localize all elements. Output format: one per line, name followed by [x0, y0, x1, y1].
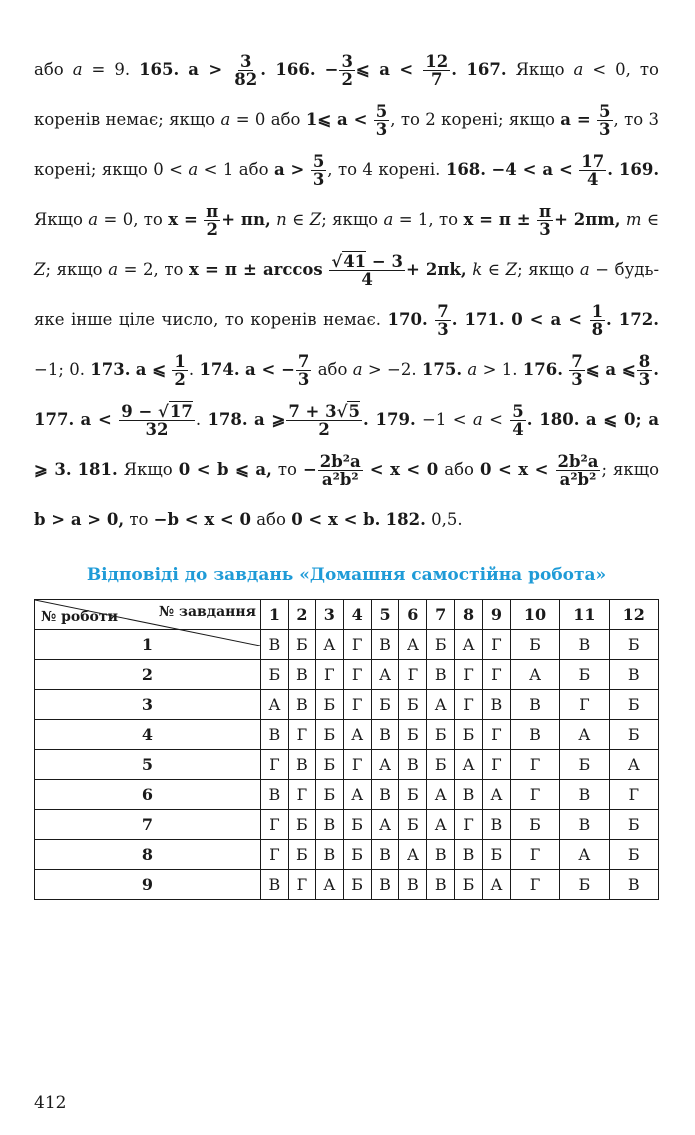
text: або: [34, 60, 64, 79]
answer-cell: Г: [482, 630, 510, 660]
answer-cell: Г: [343, 630, 371, 660]
answer-cell: Б: [609, 690, 658, 720]
answer-cell: Г: [510, 840, 559, 870]
answer-cell: В: [510, 690, 559, 720]
problem-number: 175.: [421, 360, 463, 379]
table-row: [35, 660, 659, 690]
problem-number: . 180.: [526, 410, 580, 429]
text: Z: [505, 260, 518, 279]
answer-cell: А: [482, 780, 510, 810]
answer-cell: В: [261, 780, 289, 810]
answer-cell: В: [427, 660, 455, 690]
formula: 0 < x <: [479, 460, 549, 479]
text: , то 4 корені.: [327, 160, 441, 179]
answer-cell: Г: [455, 660, 483, 690]
answer-cell: Б: [288, 840, 315, 870]
formula: x =: [168, 210, 198, 229]
problem-number: . 166.: [260, 60, 316, 79]
formula: a >: [188, 60, 223, 79]
text: − будь-яке інше ціле: [34, 260, 660, 329]
formula: a <: [80, 410, 112, 429]
corner-header-cell: [35, 600, 261, 630]
answer-cell: В: [560, 630, 609, 660]
text: немає; якщо: [105, 110, 216, 129]
formula: + πn,: [221, 210, 271, 229]
text: ∈: [292, 210, 305, 229]
answer-cell: Б: [371, 690, 399, 720]
fraction: $\frac{7}{3}$: [437, 301, 449, 339]
answer-cell: Б: [455, 870, 483, 900]
text: a: [573, 60, 584, 79]
fraction: $\frac{5}{3}$: [375, 101, 388, 139]
text: < 1 або: [203, 160, 269, 179]
text: a: [88, 210, 99, 229]
text: 0,5.: [431, 510, 463, 529]
answer-cell: А: [343, 780, 371, 810]
text: a: [352, 360, 363, 379]
answer-cell: В: [288, 660, 315, 690]
fraction: $\frac{7}{3}$: [571, 351, 583, 389]
text: > 1.: [482, 360, 518, 379]
work-number-label: № роботи: [41, 609, 118, 625]
answer-cell: А: [510, 660, 559, 690]
column-header: 9: [482, 600, 510, 630]
answer-cell: Г: [455, 810, 483, 840]
answer-cell: В: [609, 660, 658, 690]
answer-cell: В: [371, 870, 399, 900]
formula: + 2πm,: [554, 210, 621, 229]
answer-cell: В: [427, 840, 455, 870]
text: .: [188, 360, 195, 379]
problem-number: . 177.: [34, 360, 659, 429]
text: , то 3 корені;: [34, 110, 660, 179]
answer-cell: Б: [288, 810, 315, 840]
fraction: $\frac{5}{4}$: [512, 401, 524, 439]
answer-cell: А: [427, 690, 455, 720]
answer-cell: Б: [609, 810, 658, 840]
answer-cell: Г: [343, 690, 371, 720]
row-label: 8: [35, 840, 261, 870]
table-row: [35, 750, 659, 780]
answer-cell: Б: [560, 660, 609, 690]
answer-cell: Б: [288, 630, 315, 660]
answer-cell: Б: [315, 720, 343, 750]
fraction: $\frac{7}{3}$: [297, 351, 310, 389]
text: то: [129, 510, 149, 529]
problem-number: 168.: [445, 160, 487, 179]
table-row: [35, 720, 659, 750]
answer-cell: А: [371, 810, 399, 840]
problem-number: 182.: [385, 510, 426, 529]
text: , то 2 корені; якщо: [390, 110, 555, 129]
fraction: $\frac{3}{2}$: [341, 51, 353, 89]
fraction: $\frac{3}{82}$: [234, 51, 258, 89]
text: = 1, то: [398, 210, 459, 229]
row-label: 5: [35, 750, 261, 780]
answer-cell: В: [510, 720, 559, 750]
formula: b > a > 0,: [34, 510, 125, 529]
answer-cell: Г: [510, 870, 559, 900]
answer-cell: В: [261, 720, 289, 750]
text: = 0, то: [103, 210, 163, 229]
column-header: 2: [288, 600, 315, 630]
fraction: $\frac{5}{3}$: [312, 151, 325, 189]
answer-cell: Б: [609, 840, 658, 870]
text: то: [277, 460, 297, 479]
text: якщо 0 <: [101, 160, 183, 179]
text: ; якщо: [601, 460, 660, 479]
formula: ⩽ a ⩽: [585, 360, 636, 379]
row-label: 6: [35, 780, 261, 810]
text: a: [108, 260, 119, 279]
column-header: 3: [315, 600, 343, 630]
answer-cell: Г: [343, 660, 371, 690]
answer-cell: А: [560, 720, 609, 750]
page-number: 412: [34, 1093, 67, 1113]
text: a: [383, 210, 394, 229]
problem-number: . 167.: [451, 60, 507, 79]
answer-cell: В: [371, 840, 399, 870]
problem-number: . 172.: [606, 310, 659, 329]
answer-cell: А: [343, 720, 371, 750]
column-header: 6: [399, 600, 427, 630]
answer-cell: А: [427, 780, 455, 810]
fraction: $\frac{\pi}{3}$: [538, 201, 552, 239]
column-header: 8: [455, 600, 483, 630]
formula: a =: [560, 110, 591, 129]
row-label: 9: [35, 870, 261, 900]
fraction: $\frac{17}{4}$: [581, 151, 605, 189]
row-label: 2: [35, 660, 261, 690]
answer-cell: Б: [399, 720, 427, 750]
answer-cell: А: [399, 840, 427, 870]
text: −1; 0.: [34, 360, 85, 379]
table-header-row: [35, 600, 659, 630]
text: ; якщо: [517, 260, 575, 279]
problem-number: . 179.: [362, 410, 416, 429]
answer-cell: А: [560, 840, 609, 870]
answer-cell: Б: [510, 630, 559, 660]
answer-cell: Б: [261, 660, 289, 690]
column-header: 7: [427, 600, 455, 630]
problem-number: 181.: [77, 460, 118, 479]
answer-cell: А: [455, 750, 483, 780]
problem-number: 178.: [207, 410, 248, 429]
answer-cell: Б: [343, 840, 371, 870]
column-header: 11: [560, 600, 609, 630]
formula: ⩽ a <: [355, 60, 414, 79]
answer-cell: А: [371, 750, 399, 780]
task-number-label: № завдання: [158, 604, 256, 620]
answer-cell: Г: [399, 660, 427, 690]
answer-cell: Г: [455, 690, 483, 720]
text: ; якщо: [45, 260, 103, 279]
answer-cell: Б: [560, 870, 609, 900]
answer-cell: Г: [288, 780, 315, 810]
answer-cell: Б: [399, 780, 427, 810]
fraction: $\frac{5}{3}$: [599, 101, 611, 139]
problem-number: 176.: [522, 360, 563, 379]
text: або: [317, 360, 348, 379]
answer-cell: В: [482, 810, 510, 840]
text: m: [625, 210, 642, 229]
answer-cell: В: [288, 690, 315, 720]
problem-number: 173.: [90, 360, 131, 379]
answer-cell: В: [609, 870, 658, 900]
page-content: [34, 45, 659, 900]
text: Z: [309, 210, 322, 229]
formula: 0 < a <: [511, 310, 583, 329]
text: a: [579, 260, 590, 279]
text: Якщо: [34, 210, 83, 229]
answer-cell: Б: [315, 750, 343, 780]
formula: a ⩾: [253, 410, 286, 429]
answer-cell: Г: [482, 720, 510, 750]
answer-cell: В: [482, 690, 510, 720]
answer-cell: В: [560, 780, 609, 810]
fraction: $\frac{9 - √17}{32}$: [121, 401, 193, 439]
answer-cell: Г: [609, 780, 658, 810]
formula: x = π ±: [463, 210, 531, 229]
section-heading: Відповіді до завдань «Домашня самостійна робота»: [86, 565, 607, 585]
answer-cell: А: [427, 810, 455, 840]
text: k: [472, 260, 483, 279]
answer-cell: В: [261, 870, 289, 900]
formula: < x < 0: [369, 460, 439, 479]
answer-cell: Б: [482, 840, 510, 870]
fraction: $\frac{√41 - 3}{4}$: [331, 251, 403, 289]
answer-cell: Б: [315, 780, 343, 810]
row-label: 3: [35, 690, 261, 720]
table-row: [35, 840, 659, 870]
formula: + 2πk,: [405, 260, 467, 279]
answer-cell: В: [399, 870, 427, 900]
column-header: 4: [343, 600, 371, 630]
problem-number: . 171.: [451, 310, 505, 329]
row-label: 1: [35, 630, 261, 660]
column-header: 5: [371, 600, 399, 630]
answer-cell: А: [455, 630, 483, 660]
text: < 0, то коренів: [34, 60, 659, 129]
answer-cell: Б: [560, 750, 609, 780]
text: a: [472, 410, 483, 429]
text: n: [276, 210, 287, 229]
answer-cell: Г: [482, 660, 510, 690]
answer-cell: А: [399, 630, 427, 660]
fraction: $\frac{1}{2}$: [174, 351, 186, 389]
answer-cell: Г: [315, 660, 343, 690]
text: ; якщо: [321, 210, 379, 229]
answer-cell: Б: [609, 630, 658, 660]
text: = 2, то: [123, 260, 184, 279]
answer-cell: В: [315, 840, 343, 870]
answer-cell: В: [261, 630, 289, 660]
text: a: [467, 360, 478, 379]
answer-cell: Б: [455, 720, 483, 750]
answer-cell: Б: [510, 810, 559, 840]
fraction: $\frac{7 + 3√5}{2}$: [288, 401, 360, 439]
answer-cell: А: [315, 630, 343, 660]
formula: 1⩽ a <: [305, 110, 368, 129]
fraction: $\frac{\text{2b²a}}{\text{a²b²}}$: [319, 451, 361, 489]
fraction: $\frac{\text{2b²a}}{\text{a²b²}}$: [557, 451, 599, 489]
answer-cell: Г: [482, 750, 510, 780]
answer-cell: А: [609, 750, 658, 780]
answer-cell: В: [399, 750, 427, 780]
answer-cell: Г: [560, 690, 609, 720]
formula: a ⩽ 0; a ⩾ 3.: [34, 410, 660, 479]
column-header: 12: [609, 600, 658, 630]
text: −1 <: [422, 410, 467, 429]
table-row: [35, 810, 659, 840]
answer-cell: Б: [427, 720, 455, 750]
text: <: [489, 410, 503, 429]
answers-text: [34, 45, 659, 545]
problem-number: 165.: [139, 60, 180, 79]
table-row: [35, 870, 659, 900]
table-row: [35, 780, 659, 810]
column-header: 10: [510, 600, 559, 630]
answer-cell: Г: [261, 750, 289, 780]
text: .: [195, 410, 202, 429]
text: або: [444, 460, 474, 479]
text: > −2.: [367, 360, 417, 379]
answer-cell: Г: [261, 810, 289, 840]
answer-cell: А: [371, 660, 399, 690]
formula: 0 < b ⩽ a,: [178, 460, 272, 479]
answer-cell: А: [261, 690, 289, 720]
answer-cell: Б: [609, 720, 658, 750]
answer-cell: Г: [288, 720, 315, 750]
fraction: $\frac{1}{8}$: [591, 301, 604, 339]
fraction: $\frac{\pi}{2}$: [206, 201, 219, 239]
problem-number: 174.: [199, 360, 240, 379]
answer-cell: В: [315, 810, 343, 840]
formula: x = π ± arccos: [189, 260, 323, 279]
text: Якщо: [515, 60, 565, 79]
answer-cell: А: [482, 870, 510, 900]
row-label: 7: [35, 810, 261, 840]
answer-cell: Б: [399, 810, 427, 840]
row-label: 4: [35, 720, 261, 750]
text: ∈: [487, 260, 501, 279]
formula: −: [302, 460, 317, 479]
answer-cell: В: [427, 870, 455, 900]
answer-cell: В: [371, 780, 399, 810]
answer-cell: Б: [315, 690, 343, 720]
table-row: [35, 690, 659, 720]
answer-cell: В: [560, 810, 609, 840]
text: ∈: [646, 210, 660, 229]
column-header: 1: [261, 600, 289, 630]
answer-cell: В: [371, 630, 399, 660]
text: a: [220, 110, 231, 129]
answer-cell: Г: [510, 750, 559, 780]
answers-table: [34, 599, 659, 900]
text: = 9.: [91, 60, 131, 79]
answer-cell: Г: [261, 840, 289, 870]
answer-cell: В: [288, 750, 315, 780]
answer-cell: Б: [427, 630, 455, 660]
fraction: $\frac{12}{7}$: [425, 51, 449, 89]
formula: −: [324, 60, 339, 79]
answer-cell: Г: [510, 780, 559, 810]
text: a: [188, 160, 199, 179]
formula: 0 < x < b.: [291, 510, 381, 529]
answer-cell: А: [315, 870, 343, 900]
text: Якщо: [123, 460, 173, 479]
answer-cell: Б: [399, 690, 427, 720]
answer-cell: В: [455, 840, 483, 870]
fraction: $\frac{8}{3}$: [638, 351, 651, 389]
answer-cell: В: [455, 780, 483, 810]
problem-number: 170.: [387, 310, 428, 329]
formula: a < −: [244, 360, 295, 379]
formula: −4 < a <: [491, 160, 573, 179]
formula: −b < x < 0: [153, 510, 251, 529]
text: a: [72, 60, 83, 79]
answer-cell: Г: [288, 870, 315, 900]
formula: a ⩽: [135, 360, 167, 379]
answer-cell: В: [371, 720, 399, 750]
answer-cell: Б: [343, 870, 371, 900]
text: Z: [34, 260, 46, 279]
answer-cell: Б: [343, 810, 371, 840]
text: або: [256, 510, 286, 529]
answer-cell: Б: [427, 750, 455, 780]
answer-cell: Г: [343, 750, 371, 780]
problem-number: . 169.: [607, 160, 660, 179]
table-body: [35, 630, 659, 900]
text: = 0 або: [235, 110, 301, 129]
text: число, то коренів немає.: [161, 310, 382, 329]
formula: a >: [273, 160, 305, 179]
